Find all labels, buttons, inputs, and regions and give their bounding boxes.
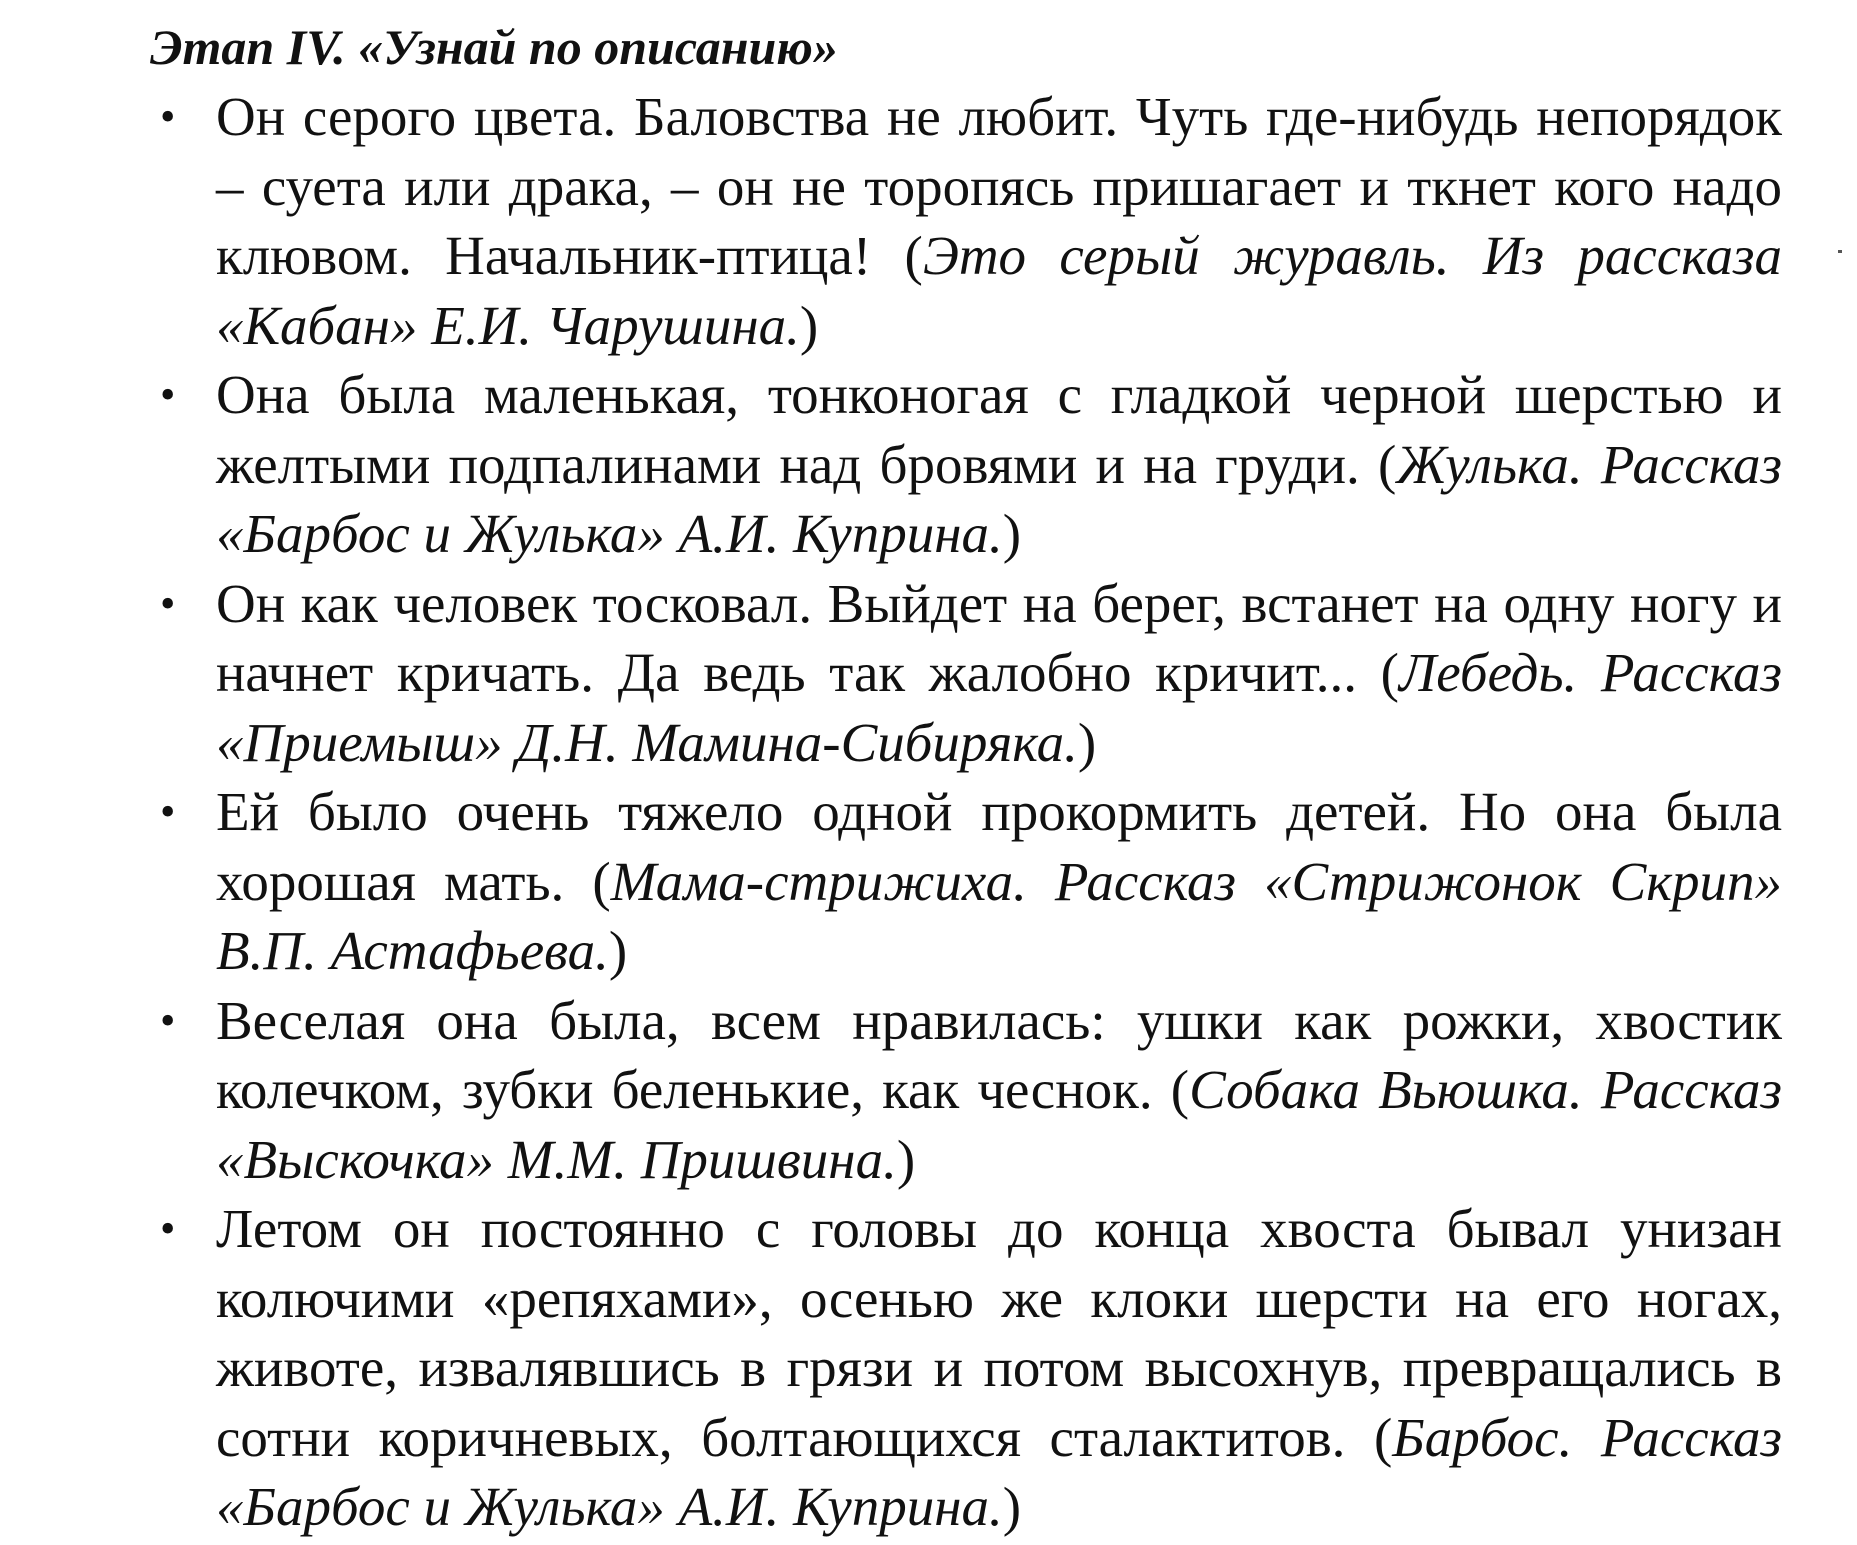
bullet-icon: •: [160, 995, 176, 1045]
item-text: Он серого цвета. Баловства не любит. Чуть где-нибудь непорядок – суета или драка, – он не торопясь пришагает и ткнет кого надо клювом. Начальник-птица!: [216, 86, 1782, 286]
item-text: Летом он постоянно с головы до конца хвоста бывал унизан колючими «репяхами», осенью же клоки шерсти на его ногах, животе, извалявшись в грязи и потом высохнув, превращались в сотни коричневых, болтающихся сталактитов.: [216, 1198, 1782, 1468]
list-item: [150, 569, 1782, 778]
list-item: [150, 986, 1782, 1195]
cropped-line-top: [150, 0, 162, 20]
list-item: [150, 777, 1782, 986]
item-answer: Это серый журавль. Из рассказа «Кабан» Е.И. Чарушина.: [216, 225, 1782, 356]
paren-open: (: [592, 850, 611, 912]
paren-close: ): [608, 920, 628, 981]
item-answer: Мама-стрижиха. Рассказ «Стрижонок Скрип» В.П. Астафьева.: [216, 850, 1782, 981]
item-answer: Жулька. Рассказ «Барбос и Жулька» А.И. Куприна.: [216, 433, 1782, 564]
paren-close: ): [1077, 711, 1097, 773]
item-text: Он как человек тосковал. Выйдет на берег, встанет на одну ногу и начнет кричать. Да ведь так жалобно кричит...: [216, 572, 1782, 703]
item-text: Веселая она была, всем нравилась: ушки как рожки, хвостик колечком, зубки беленькие, как чеснок.: [216, 989, 1782, 1120]
item-answer: Лебедь. Рассказ «Приемыш» Д.Н. Мамина-Сибиряка.: [216, 642, 1783, 773]
section-heading: Этап IV. «Узнай по описанию»: [150, 19, 838, 75]
bullet-icon: •: [160, 370, 176, 419]
paren-open: (: [904, 225, 923, 286]
paren-open: (: [1380, 642, 1399, 703]
paren-open: (: [1373, 1406, 1393, 1468]
scan-speck: [1838, 250, 1842, 253]
bullet-icon: •: [160, 1204, 176, 1253]
item-text: Она была маленькая, тонконогая с гладкой черной шерстью и желтыми подпалинами над бровями и на груди.: [216, 364, 1782, 495]
paren-close: ): [1002, 1476, 1022, 1537]
bullet-icon: •: [160, 92, 176, 141]
paren-close: ): [896, 1128, 916, 1190]
paren-close: ): [1002, 503, 1022, 564]
description-list: [150, 82, 1782, 1542]
list-item: [150, 360, 1782, 569]
paren-open: (: [1378, 433, 1397, 495]
item-text: Ей было очень тяжело одной прокормить детей. Но она была хорошая мать.: [216, 781, 1782, 912]
bullet-icon: •: [160, 787, 176, 836]
paren-close: ): [799, 294, 819, 356]
item-answer: Барбос. Рассказ «Барбос и Жулька» А.И. Куприна.: [216, 1406, 1782, 1537]
list-item: [150, 82, 1782, 360]
bullet-icon: •: [160, 578, 176, 628]
paren-open: (: [1170, 1059, 1190, 1120]
item-answer: Собака Вьюшка. Рассказ «Выскочка» М.М. Пришвина.: [216, 1059, 1782, 1190]
list-item: [150, 1194, 1782, 1542]
